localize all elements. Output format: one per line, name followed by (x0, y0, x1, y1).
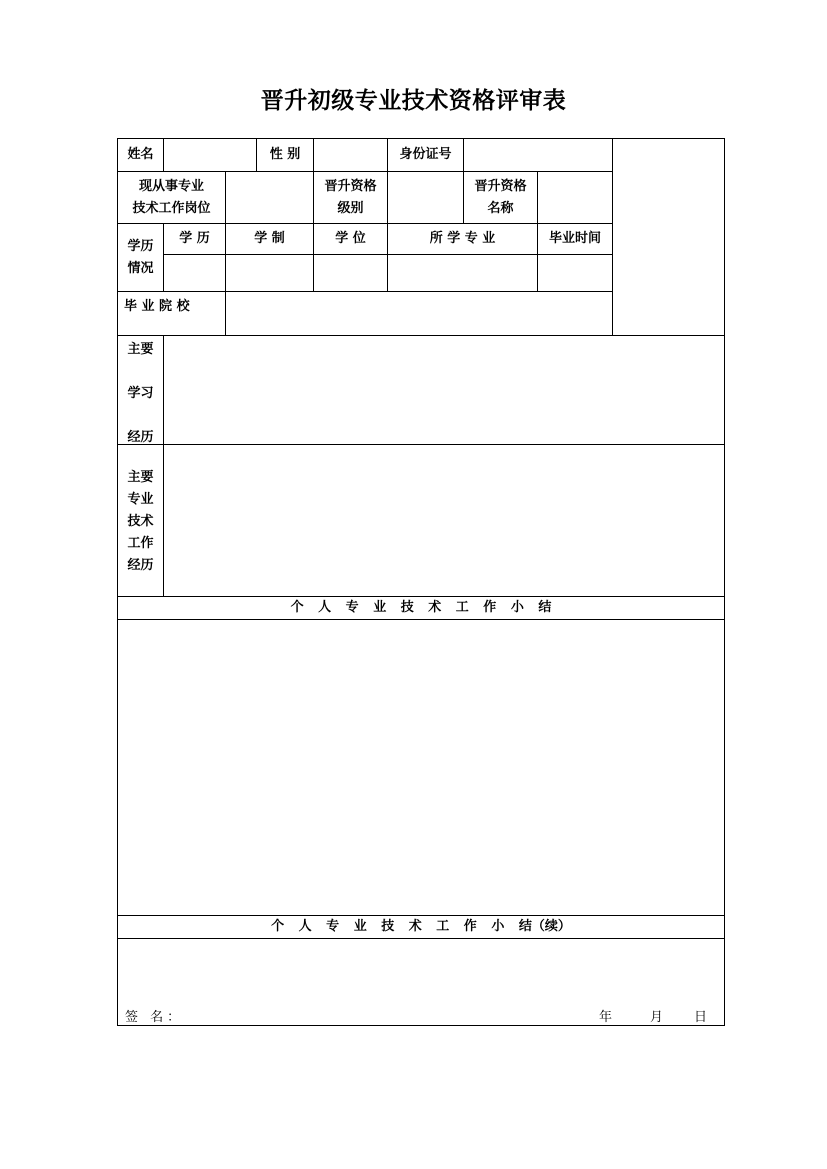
education-academic-degree-field[interactable] (314, 255, 387, 291)
id-number-field[interactable] (464, 139, 612, 171)
education-major-field[interactable] (388, 255, 537, 291)
education-header-degree: 学 历 (179, 231, 210, 246)
page-title: 晋升初级专业技术资格评审表 (260, 88, 567, 114)
promotion-level-field[interactable] (388, 172, 463, 223)
evaluation-form (117, 138, 725, 1026)
education-header-major: 所 学 专 业 (429, 231, 496, 246)
education-degree-field[interactable] (164, 255, 225, 291)
study-history-label: 主要 学习 经历 (127, 342, 154, 445)
gender-field[interactable] (314, 139, 387, 171)
work-history-field[interactable] (164, 445, 724, 596)
school-field[interactable] (226, 292, 612, 335)
signature-label: 签 名： (125, 1010, 185, 1025)
work-history-label: 主要 专业 技术 工作 经历 (127, 470, 154, 573)
school-label: 毕 业 院 校 (124, 299, 190, 314)
date-year-label: 年 (599, 1010, 613, 1025)
education-header-duration: 学 制 (254, 231, 285, 246)
summary-field[interactable] (118, 620, 724, 915)
photo-area (613, 139, 724, 335)
gender-label: 性 别 (269, 147, 301, 162)
name-field[interactable] (164, 139, 256, 171)
education-duration-field[interactable] (226, 255, 313, 291)
date-day-label: 日 (694, 1010, 708, 1025)
position-label: 现从事专业 技术工作岗位 (132, 178, 211, 216)
summary-header: 个 人 专 业 技 术 工 作 小 结 (290, 600, 552, 615)
id-number-label: 身份证号 (399, 147, 452, 162)
name-label: 姓名 (127, 147, 154, 162)
education-header-graduation-time: 毕业时间 (548, 231, 601, 246)
position-field[interactable] (226, 172, 313, 223)
education-section-label: 学历 情况 (127, 238, 154, 276)
education-header-academic-degree: 学 位 (335, 231, 366, 246)
divider (118, 938, 724, 939)
date-month-label: 月 (650, 1010, 664, 1025)
qualification-name-field[interactable] (538, 172, 612, 223)
study-history-field[interactable] (164, 336, 724, 444)
summary-continued-header: 个 人 专 业 技 术 工 作 小 结（续） (271, 919, 571, 934)
qualification-name-label: 晋升资格 名称 (474, 178, 527, 216)
promotion-level-label: 晋升资格 级别 (324, 178, 377, 216)
education-graduation-time-field[interactable] (538, 255, 612, 291)
